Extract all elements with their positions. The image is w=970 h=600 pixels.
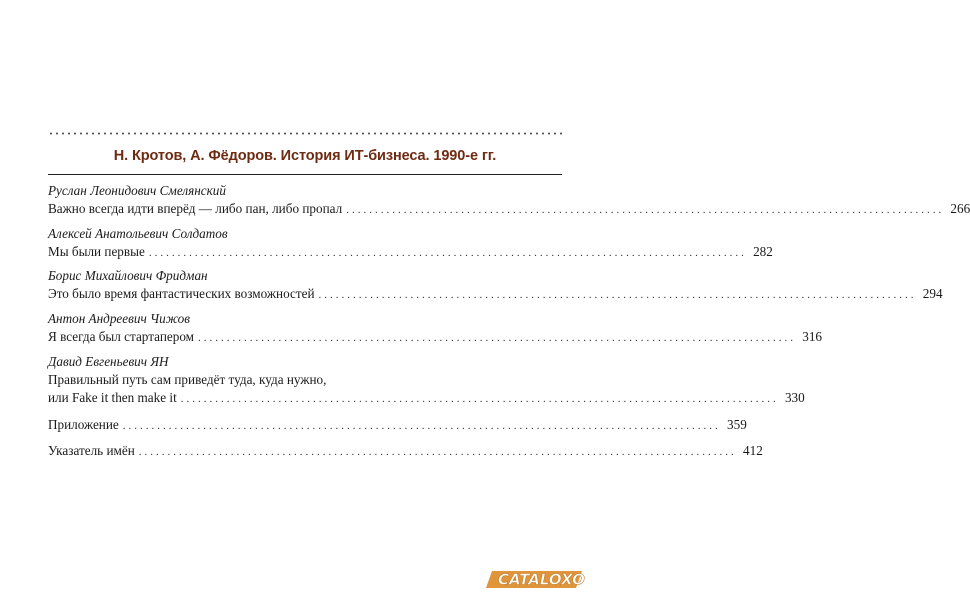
toc-page-number: 359 bbox=[727, 417, 747, 432]
leader-dots: ........................................................................................................ bbox=[148, 247, 747, 259]
toc-line bbox=[48, 285, 943, 303]
cataloxo-watermark-logo bbox=[486, 568, 586, 590]
toc-title-line-2: или Fake it then make it bbox=[48, 390, 177, 405]
logo-text: CATALOXO bbox=[498, 570, 585, 589]
leader-dots: ........................................................................................................ bbox=[318, 289, 917, 301]
toc-title: Я всегда был стартапером bbox=[48, 329, 195, 344]
leader-dots: ........................................................................................................ bbox=[138, 446, 737, 458]
toc-author: Алексей Анатольевич Солдатов bbox=[48, 226, 228, 241]
leader-dots: ........................................................................................................ bbox=[122, 420, 721, 432]
header-rule bbox=[48, 174, 562, 175]
toc-line bbox=[48, 371, 562, 389]
toc-entry[interactable] bbox=[48, 442, 763, 460]
toc-entry[interactable] bbox=[48, 353, 805, 407]
running-header bbox=[48, 140, 562, 172]
toc-author: Руслан Леонидович Смелянский bbox=[48, 183, 226, 198]
leader-dots: ........................................................................................................ bbox=[346, 204, 945, 216]
table-of-contents bbox=[48, 182, 970, 460]
header-title: Н. Кротов, А. Фёдоров. История ИТ-бизнеса. 1990-е гг. bbox=[113, 148, 497, 164]
toc-entry[interactable] bbox=[48, 225, 773, 261]
toc-line bbox=[48, 328, 823, 346]
toc-page-number: 282 bbox=[753, 244, 773, 259]
toc-page-number: 266 bbox=[950, 201, 970, 216]
toc-title: Мы были первые bbox=[48, 244, 145, 259]
toc-line bbox=[48, 243, 773, 261]
toc-page-number: 412 bbox=[743, 443, 763, 458]
toc-entry[interactable] bbox=[48, 267, 943, 303]
toc-line bbox=[48, 442, 763, 460]
toc-title-line-1: Правильный путь сам приведёт туда, куда нужно, bbox=[48, 372, 327, 387]
leader-dots: ........................................................................................................ bbox=[180, 393, 779, 405]
toc-author: Борис Михайлович Фридман bbox=[48, 268, 208, 283]
toc-author: Давид Евгеньевич ЯН bbox=[48, 354, 169, 369]
toc-page-number: 294 bbox=[922, 286, 943, 301]
top-dotted-rule bbox=[48, 132, 562, 135]
toc-title: Важно всегда идти вперёд — либо пан, либо пропал bbox=[48, 201, 343, 216]
toc-line bbox=[48, 200, 970, 218]
toc-title: Указатель имён bbox=[48, 443, 135, 458]
toc-page-number: 316 bbox=[802, 329, 823, 344]
toc-line bbox=[48, 416, 747, 434]
toc-title: Это было время фантастических возможностей bbox=[48, 286, 315, 301]
toc-entry[interactable] bbox=[48, 310, 823, 346]
toc-author: Антон Андреевич Чижов bbox=[48, 311, 190, 326]
toc-entry[interactable] bbox=[48, 182, 970, 218]
toc-line bbox=[48, 389, 805, 407]
toc-title: Приложение bbox=[48, 417, 119, 432]
toc-page-number: 330 bbox=[784, 390, 805, 405]
leader-dots: ........................................................................................................ bbox=[198, 332, 797, 344]
toc-entry[interactable] bbox=[48, 416, 747, 434]
